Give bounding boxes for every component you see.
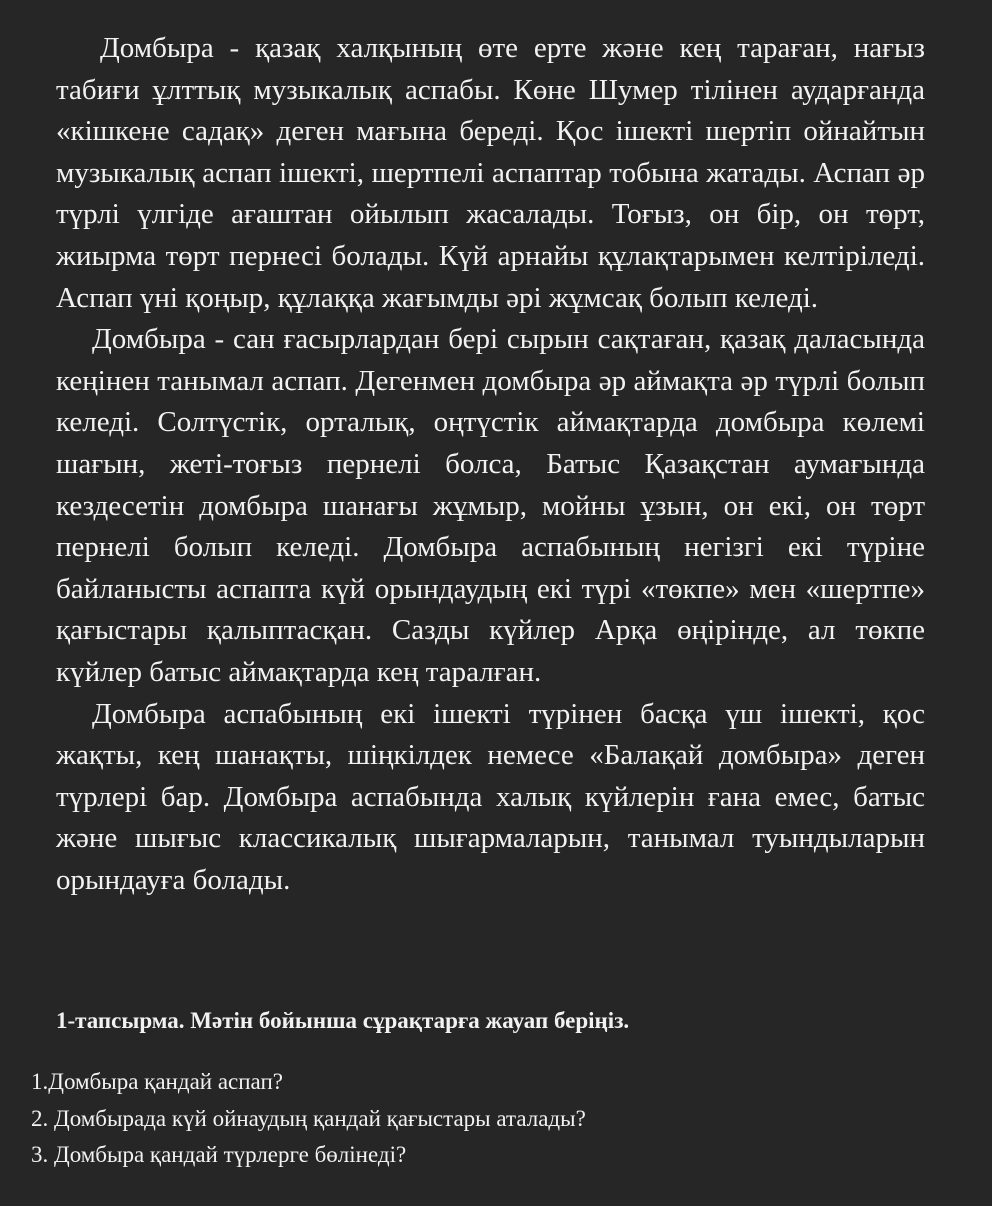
reading-text [56, 28, 925, 901]
question-1: 1.Домбыра қандай аспап? [31, 1069, 283, 1094]
paragraph-2: Домбыра - сан ғасырлардан бері сырын сақтаған, қазақ даласында кеңінен танымал аспап. Дегенмен домбыра әр аймақта әр түрлі болып келеді. Солтүстік, орталық, оңтүстік аймақтарда домбыра көлемі шағын, жеті-тоғыз пернелі болса, Батыс Қазақстан аумағында кездесетін домбыра шанағы жұмыр, мойны ұзын, он екі, он төрт пернелі болып келеді. Домбыра аспабының негізгі екі түріне байланысты аспапта күй орындаудың екі түрі «төкпе» мен «шертпе» қағыстары қалыптасқан. Сазды күйлер Арқа өңірінде, ал төкпе күйлер батыс аймақтарда кең таралған. [56, 323, 925, 688]
paragraph-3: Домбыра аспабының екі ішекті түрінен басқа үш ішекті, қос жақты, кең шанақты, шіңкілдек немесе «Балақай домбыра» деген түрлері бар. Домбыра аспабында халық күйлерін ғана емес, батыс және шығыс классикалық шығармаларын, танымал туындыларын орындауға болады. [56, 697, 925, 896]
question-2: 2. Домбырада күй ойнаудың қандай қағыстары аталады? [31, 1105, 586, 1131]
question-list [31, 1064, 586, 1174]
paragraph-1: Домбыра - қазақ халқының өте ерте және кең тараған, нағыз табиғи ұлттық музыкалық аспабы. Көне Шумер тілінен аударғанда «кішкене садақ» деген мағына береді. Қос ішекті шертіп ойнайтын музыкалық аспап ішекті, шертпелі аспаптар тобына жатады. Аспап әр түрлі үлгіде ағаштан ойылып жасалады. Тоғыз, он бір, он төрт, жиырма төрт пернесі болады. Күй арнайы құлақтарымен келтіріледі. Аспап үні қоңыр, құлаққа жағымды әрі жұмсақ болып келеді. [56, 32, 925, 314]
task-title: 1-тапсырма. Мәтін бойынша сұрақтарға жауап беріңіз. [56, 1008, 630, 1033]
question-3: 3. Домбыра қандай түрлерге бөлінеді? [31, 1142, 407, 1167]
